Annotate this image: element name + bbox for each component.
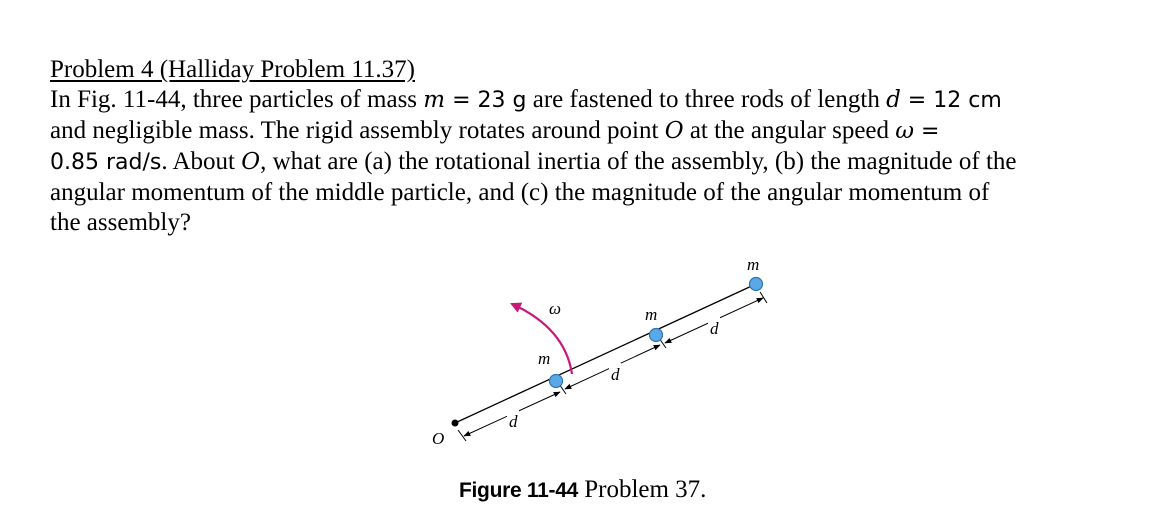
point-symbol-2: O [241,149,261,175]
angular-speed-value: 0.85 rad/s [50,150,162,175]
pivot-label: O [432,429,445,448]
particle-1 [550,375,563,388]
line3-text-b: . About [161,148,242,175]
problem-line-4: angular momentum of the middle particle, and (c) the magnitude of the angular momentum of [50,179,990,206]
particle-2 [650,329,663,342]
mass-value: = 23 g [445,88,527,113]
point-symbol: O [664,118,684,144]
distance-label-3: d [710,319,719,338]
problem-line-2 [50,116,1150,147]
line3-text-c: , what are (a) the rotational inertia of the assembly, (b) the magnitude of the [260,148,1017,175]
particle-3 [750,278,763,291]
problem-line-5: the assembly? [50,209,191,236]
mass-label-2: m [645,305,658,324]
line2-equals: = [914,119,940,144]
figure-11-44 [420,250,800,450]
line2-text-a: and negligible mass. The rigid assembly rotates around point [50,117,665,144]
caption-label: Figure 11-44 [459,479,578,502]
rod-diagram [420,250,800,450]
length-symbol: d [886,87,901,113]
rod [455,284,756,423]
problem-line-1 [50,85,1150,116]
caption-text: Problem 37. [577,476,707,503]
figure-caption [459,475,706,506]
distance-label-2: d [611,365,620,384]
length-value: = 12 cm [900,88,1002,113]
line1-text-a: In Fig. 11-44, three particles of mass [50,86,424,113]
line2-text-b: at the angular speed [683,117,896,144]
problem-title: Problem 4 (Halliday Problem 11.37) [50,56,415,83]
problem-body [50,85,1150,238]
pivot-point [452,420,459,427]
problem-line-3 [50,147,1150,178]
problem-statement [50,55,1150,238]
mass-label-1: m [538,349,551,368]
line1-text-c: are fastened to three rods of length [526,86,887,113]
omega-label: ω [549,299,562,318]
distance-label-1: d [509,412,518,431]
omega-symbol: ω [895,118,915,144]
mass-symbol: m [423,87,446,113]
mass-label-3: m [747,255,760,274]
